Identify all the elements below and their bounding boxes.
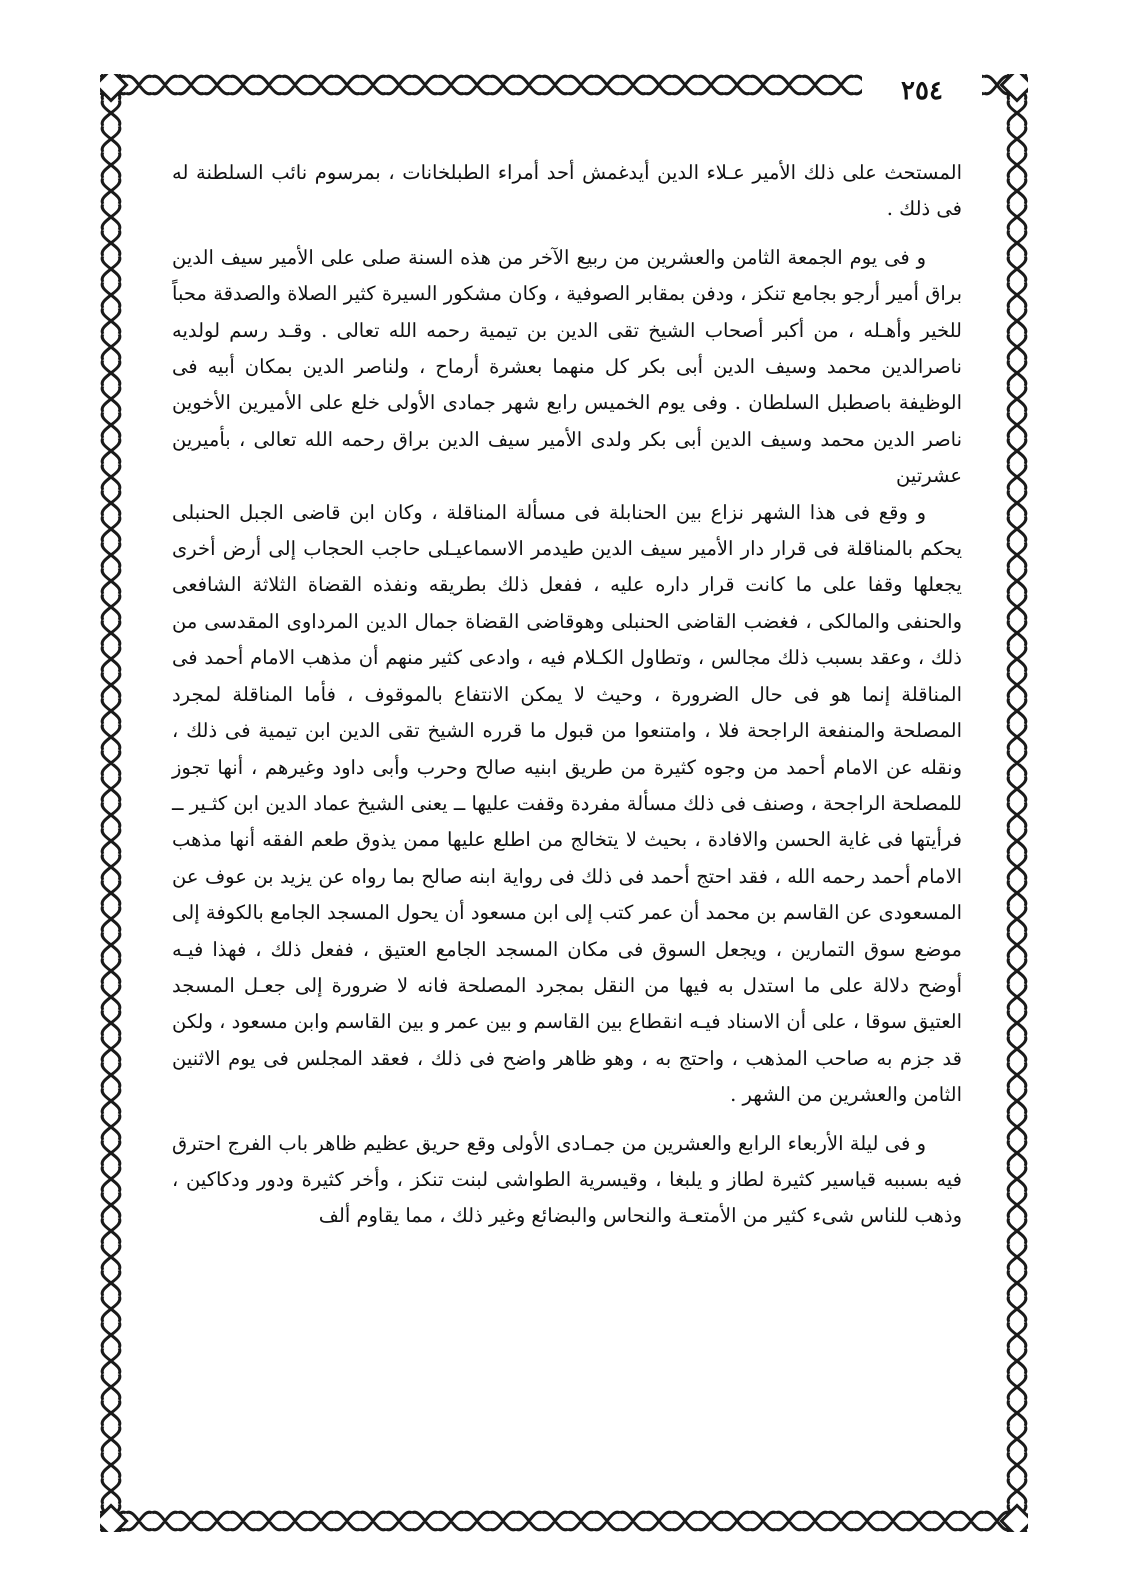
page-number: ٢٥٤ xyxy=(862,74,982,108)
body-text xyxy=(172,155,962,1235)
paragraph-1: المستحث على ذلك الأمير عـلاء الدين أيدغمش أحد أمراء الطبلخانات ، بمرسوم نائب السلطنة له فى ذلك . xyxy=(172,161,962,221)
paragraph-2: و فى يوم الجمعة الثامن والعشرين من ربيع الآخر من هذه السنة صلى على الأمير سيف الدين براق أمير أرجو بجامع تنكز ، ودفن بمقابر الصوفية ، وكان مشكور السيرة كثير الصلاة والصدقة محباً للخير وأهـله ، من أكبر أصحاب الشيخ تقى الدين بن تيمية رحمه الله تعالى . وقـد رسم لولديه ناصرالدين محمد وسيف الدين أبى بكر كل منهما بعشرة أرماح ، ولناصر الدين بمكان أبيه فى الوظيفة باصطبل السلطان . وفى يوم الخميس رابع شهر جمادى الأولى خلع على الأميرين الأخوين ناصر الدين محمد وسيف الدين أبى بكر ولدى الأمير سيف الدين براق رحمه الله تعالى ، بأميرين عشرتين xyxy=(172,245,962,488)
paragraph-3: و وقع فى هذا الشهر نزاع بين الحنابلة فى مسألة المناقلة ، وكان ابن قاضى الجبل الحنبلى يحكم بالمناقلة فى قرار دار الأمير سيف الدين طيدمر الاسماعيـلى حاجب الحجاب إلى أرض أخرى يجعلها وقفا على ما كانت قرار داره عليه ، ففعل ذلك بطريقه ونفذه القضاة الثلاثة الشافعى والحنفى والمالكى ، فغضب القاضى الحنبلى وهوقاضى القضاة جمال الدين المرداوى المقدسى من ذلك ، وعقد بسبب ذلك مجالس ، وتطاول الكـلام فيه ، وادعى كثير منهم أن مذهب الامام أحمد فى المناقلة إنما هو فى حال الضرورة ، وحيث لا يمكن الانتفاع بالموقوف ، فأما المناقلة لمجرد المصلحة والمنفعة الراجحة فلا ، وامتنعوا من قبول ما قرره الشيخ تقى الدين ابن تيمية فى ذلك ، ونقله عن الامام أحمد من وجوه كثيرة من طريق ابنيه صالح وحرب وأبى داود وغيرهم ، أنها تجوز للمصلحة الراجحة ، وصنف فى ذلك مسألة مفردة وقفت عليها ــ يعنى الشيخ عماد الدين ابن كثـير ــ فرأيتها فى غاية الحسن والافادة ، بحيث لا يتخالج من اطلع عليها ممن يذوق طعم الفقه أنها مذهب الامام أحمد رحمه الله ، فقد احتج أحمد فى ذلك فى رواية ابنه صالح بما رواه عن يزيد بن عوف عن المسعودى عن القاسم بن محمد أن عمر كتب إلى ابن مسعود أن يحول المسجد الجامع بالكوفة إلى موضع سوق التمارين ، ويجعل السوق فى مكان المسجد الجامع العتيق ، ففعل ذلك ، فهذا فيـه أوضح دلالة على ما استدل به فيها من النقل بمجرد المصلحة فانه لا ضرورة إلى جعـل المسجد العتيق سوقا ، على أن الاسناد فيـه انقطاع بين القاسم و بين عمر و بين القاسم وابن مسعود ، ولكن قد جزم به صاحب المذهب ، واحتج به ، وهو ظاهر واضح فى ذلك ، فعقد المجلس فى يوم الاثنين الثامن والعشرين من الشهر . xyxy=(172,500,962,1107)
corner-knot-1 xyxy=(100,74,127,101)
paragraph-4: و فى ليلة الأربعاء الرابع والعشرين من جمـادى الأولى وقع حريق عظيم ظاهر باب الفرج احترق فيه بسببه قياسير كثيرة لطاز و يلبغا ، وقيسرية الطواشى لبنت تنكز ، وأخر كثيرة ودور ودكاكين ، وذهب للناس شىء كثير من الأمتعـة والنحاس والبضائع وغير ذلك ، مما يقاوم ألف xyxy=(172,1131,962,1228)
